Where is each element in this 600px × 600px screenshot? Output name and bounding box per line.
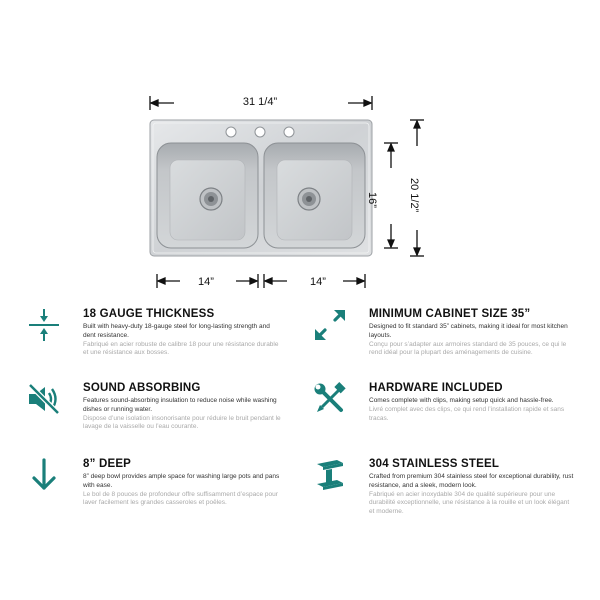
feature-title: HARDWARE INCLUDED	[369, 382, 503, 394]
feature-description: Built with heavy-duty 18-gauge steel for long-lasting strength and dent resistance.	[83, 323, 270, 339]
feature-description: Features sound-absorbing insulation to reduce noise while washing dishes or running water.	[83, 397, 277, 413]
left-bowl-width-label: 14”	[198, 276, 214, 288]
features-grid	[0, 300, 600, 600]
steel-beam-icon	[313, 458, 347, 492]
overall-width-label: 31 1/4”	[242, 96, 278, 108]
feature-title: 304 STAINLESS STEEL	[369, 458, 500, 470]
wrench-screwdriver-icon	[313, 382, 347, 416]
feature-title: MINIMUM CABINET SIZE 35”	[369, 308, 531, 320]
feature-title: 18 GAUGE THICKNESS	[83, 308, 215, 320]
feature-description-fr: Dispose d’une isolation insonorisante pour réduire le bruit pendant le lavage de la vaisselle ou l’eau courante.	[83, 414, 281, 431]
feature-description-fr: Le bol de 8 pouces de profondeur offre suffisamment d’espace pour laver facilement les grandes casseroles et poêles.	[83, 490, 278, 507]
bowl-width-dimension-arrows	[157, 274, 365, 288]
feature-description: Crafted from premium 304 stainless steel for exceptional durability, rust resistance, and a sleek, modern look.	[369, 473, 574, 489]
overall-depth-label: 20 1/2”	[408, 178, 420, 213]
feature-description: Designed to fit standard 35” cabinets, making it ideal for most kitchen layouts.	[369, 323, 568, 339]
arrow-down-icon	[27, 458, 61, 492]
bowl-depth-label: 16”	[366, 192, 378, 208]
faucet-hole	[284, 127, 294, 137]
faucet-hole	[255, 127, 265, 137]
feature-description: Comes complete with clips, making setup quick and hassle-free.	[369, 397, 554, 404]
faucet-hole	[226, 127, 236, 137]
feature-title: SOUND ABSORBING	[83, 382, 201, 394]
feature-description-fr: Fabriqué en acier robuste de calibre 18 pour une résistance durable et une résistance aux bosses.	[83, 340, 279, 357]
feature-description-fr: Conçu pour s’adapter aux armoires standard de 35 pouces, ce qui le rend idéal pour la plupart des aménagements de cuisine.	[369, 340, 567, 357]
feature-description: 8” deep bowl provides ample space for washing large pots and pans with ease.	[83, 473, 280, 489]
bowl-depth-dimension-arrows	[384, 143, 398, 248]
speaker-muted-icon	[27, 382, 61, 416]
expand-arrows-icon	[313, 308, 347, 342]
feature-description-fr: Livré complet avec des clips, ce qui rend l’installation rapide et sans tracas.	[369, 405, 565, 422]
right-bowl-width-label: 14”	[310, 276, 326, 288]
gauge-thickness-icon	[27, 308, 61, 342]
feature-title: 8” DEEP	[83, 458, 132, 470]
feature-description-fr: Fabriqué en acier inoxydable 304 de qualité supérieure pour une durabilité exceptionnelle, une résistance à la rouille et un look élégant et moderne.	[369, 490, 570, 516]
